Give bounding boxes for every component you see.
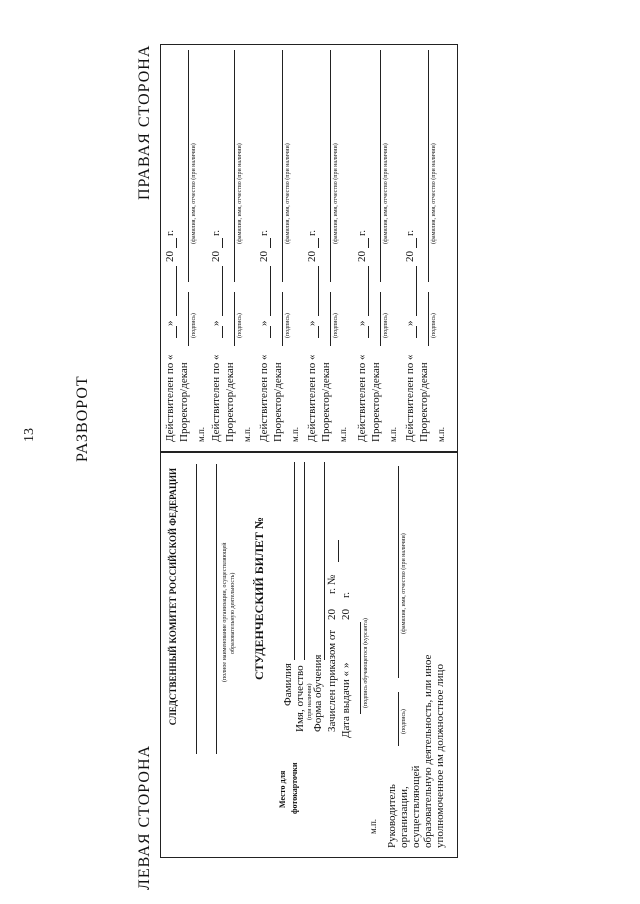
signer-title: Проректор/декан [418,362,430,442]
signer-signature-line [282,292,283,346]
signer-title: Проректор/декан [370,362,382,442]
signer-name-caption: (фамилия, имя, отчество (при наличии) [237,143,243,244]
valid-until-label: Действителен по « [210,354,222,442]
surname-label: Фамилия [282,663,294,706]
head-title: уполномоченное им должностное лицо [434,664,446,848]
signer-title: Проректор/декан [272,362,284,442]
valid-day-line [176,326,177,338]
signer-signature-line [234,292,235,346]
name-note: (при наличии) [307,683,313,720]
stamp-mark: м.п. [196,426,206,442]
photo-placeholder-label: Место для [278,770,287,808]
issue-year-suffix: г. [340,591,352,598]
valid-year-line [222,238,223,248]
left-side-title: ЛЕВАЯ СТОРОНА [136,744,153,890]
valid-year-suffix: г. [306,229,318,236]
valid-month-line [270,266,271,316]
stamp-mark: м.п. [388,426,398,442]
valid-until-label: Действителен по « [258,354,270,442]
stamp-mark: м.п. [290,426,300,442]
signer-name-line [188,50,189,282]
stamp-mark: м.п. [338,426,348,442]
head-title: организации, [398,786,410,848]
stamp-mark: м.п. [242,426,252,442]
valid-until-label: Действителен по « [404,354,416,442]
valid-month-line [368,266,369,316]
org-caption: (полное наименование организации, осуществляющей [222,542,228,682]
valid-until-label: Действителен по « [356,354,368,442]
signer-title: Проректор/декан [224,362,236,442]
issue-year: 20 [340,609,352,620]
head-name-line [398,466,399,678]
signer-signature-caption: (подпись) [431,313,437,338]
enrolled-number-line [338,540,339,562]
student-signature-caption: (подпись обучающегося (курсанта) [363,618,369,708]
valid-until-label: Действителен по « [306,354,318,442]
signer-name-line [428,50,429,282]
valid-day-line [368,326,369,338]
signer-signature-caption: (подпись) [285,313,291,338]
valid-quote-close: » [210,320,222,326]
valid-year-line [368,238,369,248]
signer-name-caption: (фамилия, имя, отчество (при наличии) [383,143,389,244]
valid-month-line [416,266,417,316]
form-line [324,462,325,660]
signer-name-caption: (фамилия, имя, отчество (при наличии) [333,143,339,244]
org-line [216,464,217,754]
head-title: Руководитель [386,784,398,848]
right-side-title: ПРАВАЯ СТОРОНА [136,44,153,200]
valid-year-line [416,238,417,248]
org-caption: образовательную деятельность) [230,572,236,654]
valid-quote-close: » [306,320,318,326]
photo-placeholder-label: фотокарточки [290,762,299,814]
signer-name-line [330,50,331,282]
org-line [196,464,197,754]
signer-title: Проректор/декан [178,362,190,442]
signer-title: Проректор/декан [320,362,332,442]
issue-label: Дата выдачи « [340,671,352,738]
enrolled-number-label: г. № [326,574,338,594]
signer-signature-line [380,292,381,346]
signer-name-caption: (фамилия, имя, отчество (при наличии) [431,143,437,244]
head-signature-caption: (подпись) [401,709,407,734]
signer-signature-caption: (подпись) [237,313,243,338]
valid-year-prefix: 20 [210,251,222,262]
valid-quote-close: » [356,320,368,326]
issue-quote: » [340,662,352,668]
valid-month-line [318,266,319,316]
valid-year-suffix: г. [164,229,176,236]
spread-title: РАЗВОРОТ [74,375,91,462]
head-name-caption: (фамилия, имя, отчество (при наличии) [401,533,407,634]
valid-year-prefix: 20 [164,251,176,262]
head-title: образовательную деятельность, или иное [422,654,434,848]
head-signature-line [398,692,399,746]
signer-signature-caption: (подпись) [333,313,339,338]
valid-year-prefix: 20 [356,251,368,262]
signer-name-caption: (фамилия, имя, отчество (при наличии) [191,143,197,244]
signer-signature-caption: (подпись) [191,313,197,338]
valid-day-line [222,326,223,338]
valid-until-label: Действителен по « [164,354,176,442]
valid-quote-close: » [258,320,270,326]
surname-line [294,462,295,660]
valid-day-line [416,326,417,338]
name-label: Имя, отчество [294,665,306,732]
form-label: Форма обучения [312,654,324,732]
valid-quote-close: » [404,320,416,326]
valid-year-prefix: 20 [404,251,416,262]
valid-year-prefix: 20 [258,251,270,262]
valid-year-suffix: г. [210,229,222,236]
valid-year-line [318,238,319,248]
valid-year-line [270,238,271,248]
valid-day-line [318,326,319,338]
signer-name-line [282,50,283,282]
student-signature-line [360,622,361,714]
stamp-mark: м.п. [436,426,446,442]
signer-name-line [234,50,235,282]
organization-name: СЛЕДСТВЕННЫЙ КОМИТЕТ РОССИЙСКОЙ ФЕДЕРАЦИИ [168,468,178,726]
valid-year-suffix: г. [404,229,416,236]
stamp-mark: м.п. [368,818,378,834]
signer-name-caption: (фамилия, имя, отчество (при наличии) [285,143,291,244]
signer-signature-line [428,292,429,346]
card-title: СТУДЕНЧЕСКИЙ БИЛЕТ № [252,517,266,680]
valid-year-suffix: г. [258,229,270,236]
enrolled-label: Зачислен приказом от [326,629,338,732]
head-title: осуществляющей [410,765,422,848]
valid-year-prefix: 20 [306,251,318,262]
signer-signature-line [188,292,189,346]
enrolled-year: 20 [326,609,338,620]
signer-signature-line [330,292,331,346]
valid-year-suffix: г. [356,229,368,236]
signer-signature-caption: (подпись) [383,313,389,338]
page-number: 13 [22,428,37,442]
name-line [304,462,305,660]
valid-month-line [222,266,223,316]
valid-day-line [270,326,271,338]
signer-name-line [380,50,381,282]
valid-month-line [176,266,177,316]
valid-year-line [176,238,177,248]
valid-quote-close: » [164,320,176,326]
